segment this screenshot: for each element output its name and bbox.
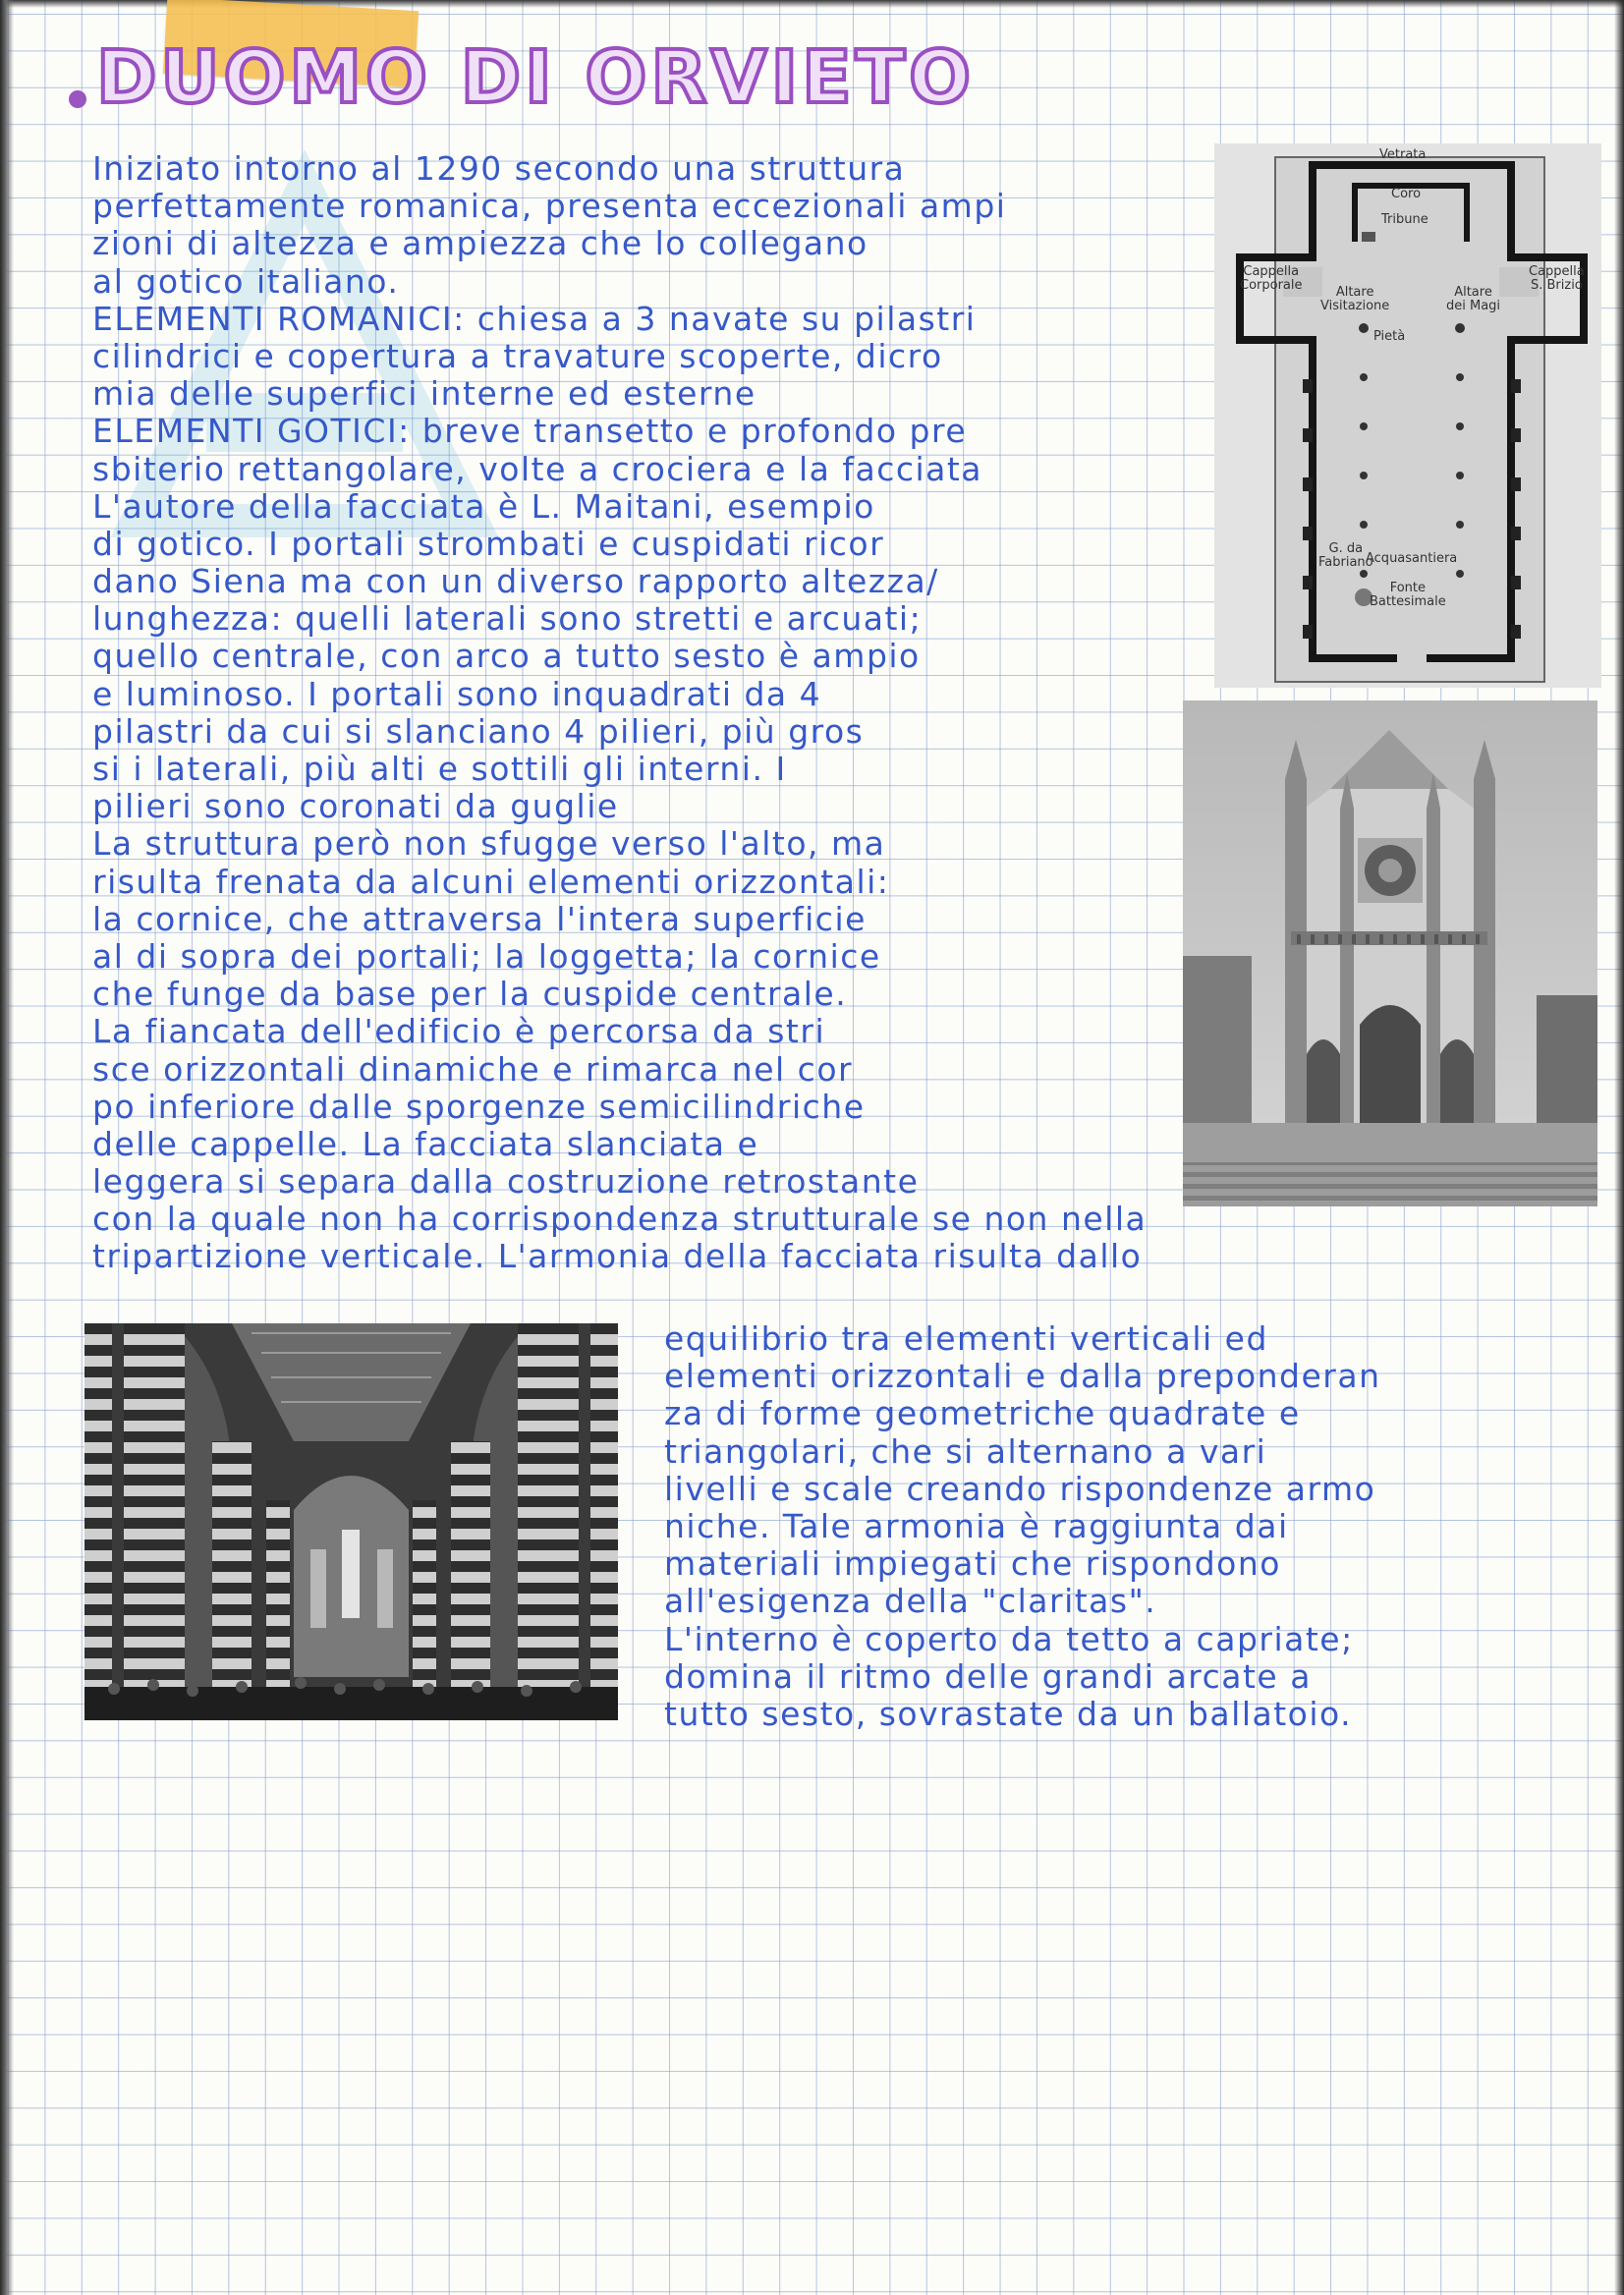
note-line: al gotico italiano. bbox=[92, 261, 400, 301]
note-line: mia delle superfici interne ed esterne bbox=[92, 374, 756, 414]
note-line: la cornice, che attraversa l'intera superficie bbox=[92, 899, 867, 938]
note-line: triangolari, che si alternano a vari bbox=[664, 1431, 1267, 1471]
label-tribune: Tribune bbox=[1381, 212, 1428, 227]
label-altare-visitazione: Altare Visitazione bbox=[1320, 285, 1390, 313]
floor-plan-image bbox=[1214, 143, 1601, 688]
note-line: materiali impiegati che rispondono bbox=[664, 1544, 1281, 1584]
note-line: dano Siena ma con un diverso rapporto altezza/ bbox=[92, 562, 939, 601]
note-line: equilibrio tra elementi verticali ed bbox=[664, 1319, 1268, 1358]
note-line: niche. Tale armonia è raggiunta dai bbox=[664, 1506, 1289, 1545]
label-acquasantiera: Acquasantiera bbox=[1366, 551, 1458, 566]
note-line: za di forme geometriche quadrate e bbox=[664, 1394, 1301, 1433]
note-line: cilindrici e copertura a travature scoperte, dicro bbox=[92, 336, 943, 375]
note-line: quello centrale, con arco a tutto sesto è ampio bbox=[92, 637, 921, 676]
note-line: La struttura però non sfugge verso l'alto, ma bbox=[92, 824, 886, 864]
note-line: ELEMENTI GOTICI: breve transetto e profondo pre bbox=[92, 412, 968, 451]
note-line: ELEMENTI ROMANICI: chiesa a 3 navate su pilastri bbox=[92, 299, 977, 338]
note-line: Iniziato intorno al 1290 secondo una struttura bbox=[92, 149, 906, 188]
note-line: risulta frenata da alcuni elementi orizzontali: bbox=[92, 862, 890, 901]
label-coro: Coro bbox=[1391, 187, 1422, 201]
note-line: L'interno è coperto da tetto a capriate; bbox=[664, 1619, 1354, 1658]
note-line: domina il ritmo delle grandi arcate a bbox=[664, 1656, 1312, 1696]
scan-edge-right bbox=[1614, 0, 1624, 2295]
facade-photo bbox=[1183, 700, 1597, 1206]
note-line: sce orizzontali dinamiche e rimarca nel cor bbox=[92, 1049, 854, 1089]
label-altare-magi: Altare dei Magi bbox=[1446, 285, 1501, 313]
notes-bottom bbox=[664, 1320, 1617, 1733]
note-line: leggera si separa dalla costruzione retrostante bbox=[92, 1162, 920, 1202]
note-line: e luminoso. I portali sono inquadrati da 4 bbox=[92, 674, 822, 713]
interior-photo bbox=[84, 1323, 618, 1720]
title-bullet bbox=[69, 90, 86, 108]
label-vetrata: Vetrata bbox=[1379, 147, 1427, 162]
note-line: al di sopra dei portali; la loggetta; la cornice bbox=[92, 936, 881, 976]
note-line: La fiancata dell'edificio è percorsa da stri bbox=[92, 1012, 826, 1051]
note-line: elementi orizzontali e dalla preponderan bbox=[664, 1357, 1381, 1396]
note-line: tripartizione verticale. L'armonia della facciata risulta dallo bbox=[92, 1237, 1143, 1276]
note-line: perfettamente romanica, presenta eccezionali ampi bbox=[92, 187, 1007, 226]
label-cappella-brizio: Cappella S. Brizio bbox=[1529, 264, 1585, 293]
note-line: zioni di altezza e ampiezza che lo collegano bbox=[92, 224, 868, 263]
scan-edge-left bbox=[0, 0, 14, 2295]
note-line: sbiterio rettangolare, volte a crociera e la facciata bbox=[92, 449, 983, 488]
note-line: lunghezza: quelli laterali sono stretti e arcuati; bbox=[92, 599, 923, 639]
note-line: delle cappelle. La facciata slanciata e bbox=[92, 1124, 759, 1163]
label-fabriano: G. da Fabriano bbox=[1318, 541, 1373, 570]
note-line: con la quale non ha corrispondenza strutturale se non nella bbox=[92, 1200, 1148, 1239]
note-line: all'esigenza della "claritas". bbox=[664, 1582, 1157, 1621]
note-line: pilieri sono coronati da guglie bbox=[92, 787, 619, 826]
note-line: tutto sesto, sovrastate da un ballatoio. bbox=[664, 1694, 1353, 1733]
note-line: di gotico. I portali strombati e cuspidati ricor bbox=[92, 524, 885, 563]
note-line: che funge da base per la cuspide centrale. bbox=[92, 975, 848, 1014]
label-cappella-corporale: Cappella Corporale bbox=[1240, 264, 1303, 293]
note-line: L'autore della facciata è L. Maitani, esempio bbox=[92, 486, 875, 526]
note-line: pilastri da cui si slanciano 4 pilieri, più gros bbox=[92, 711, 865, 751]
label-pieta: Pietà bbox=[1373, 329, 1406, 344]
label-fonte: Fonte Battesimale bbox=[1370, 581, 1446, 609]
page-title: DUOMO DI ORVIETO bbox=[96, 35, 976, 120]
note-line: si i laterali, più alti e sottili gli interni. I bbox=[92, 750, 787, 788]
note-line: po inferiore dalle sporgenze semicilindriche bbox=[92, 1087, 866, 1126]
notes-top bbox=[92, 150, 1212, 1276]
note-line: livelli e scale creando rispondenze armo bbox=[664, 1469, 1376, 1508]
